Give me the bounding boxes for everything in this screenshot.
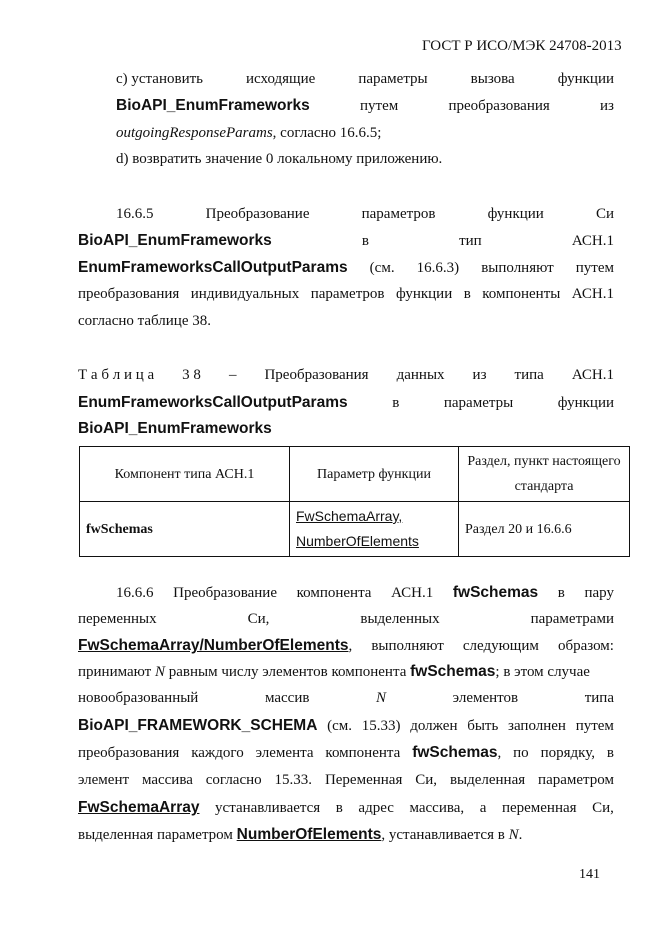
word: параметры (358, 71, 428, 87)
word: параметрами (530, 611, 614, 627)
word: компонента (296, 585, 372, 601)
word: Си, (592, 800, 614, 816)
word: порядку, (540, 745, 595, 761)
page-number: 141 (579, 867, 600, 882)
sec-1666-line-1 (116, 584, 614, 602)
sec-1665-line-5: согласно таблице 38. (78, 313, 211, 329)
var-n: N (508, 827, 519, 843)
word: (см. (369, 260, 395, 276)
word: параметры (443, 395, 514, 411)
type-name: BioAPI_FRAMEWORK_SCHEMA (78, 717, 318, 734)
word: Преобразование (205, 206, 310, 222)
sec-1666-line-7 (78, 744, 614, 762)
type-name: EnumFrameworksCallOutputParams (78, 259, 348, 276)
table-caption-line-3: BioAPI_EnumFrameworks (78, 420, 272, 437)
word: компоненты (482, 286, 561, 302)
table-caption-line-1 (78, 367, 614, 384)
word: с) установить (116, 71, 203, 87)
header-section: Раздел, пункт настоящего стандарта (459, 447, 630, 502)
word: выделенных (360, 611, 440, 627)
word: массива, (409, 800, 465, 816)
word: АСН.1 (571, 367, 614, 383)
var-n: N (376, 690, 387, 706)
word: элементов (452, 690, 519, 706)
sec-1666-line-4 (78, 663, 590, 681)
comma: , (497, 745, 502, 761)
text: , согласно 16.6.5; (272, 125, 382, 141)
param-fwschemaarray: FwSchemaArray (78, 799, 200, 816)
word: элемент (78, 772, 130, 788)
word: 15.33. (274, 772, 313, 788)
text: принимают (78, 664, 155, 680)
word: преобразования (78, 286, 180, 302)
word: функции (557, 395, 614, 411)
word: каждого (191, 745, 244, 761)
word: по (513, 745, 529, 761)
word: Преобразования (264, 367, 369, 383)
word: из (600, 98, 614, 114)
table-38 (79, 446, 630, 557)
word: в (463, 286, 471, 302)
dash: – (228, 367, 237, 383)
period: . (518, 827, 523, 843)
word: массива (141, 772, 193, 788)
word: образом: (557, 638, 614, 654)
word: вызова (470, 71, 515, 87)
cell-section: Раздел 20 и 16.6.6 (459, 502, 630, 557)
word: согласно (205, 772, 262, 788)
word: должен (410, 718, 458, 734)
word: адрес (358, 800, 394, 816)
word: выполняют (371, 638, 444, 654)
param-name: outgoingResponseParams (116, 125, 273, 141)
running-header: ГОСТ Р ИСО/МЭК 24708-2013 (422, 38, 622, 54)
word: выполняют (481, 260, 554, 276)
word: элемента (255, 745, 314, 761)
word: типа (584, 690, 614, 706)
section-number: 16.6.5 (116, 206, 154, 222)
sec-1665-line-2 (78, 232, 614, 250)
item-d: d) возвратить значение 0 локальному приложению. (116, 151, 443, 167)
table-caption-line-2 (78, 394, 614, 412)
word: типа (514, 367, 544, 383)
text: равным числу элементов компонента (165, 664, 411, 680)
word: параметром (538, 772, 614, 788)
sec-1666-line-6 (78, 717, 614, 735)
cell-component: fwSchemas (80, 502, 290, 557)
word: выделенная (449, 772, 526, 788)
word: АСН.1 (391, 585, 434, 601)
word: индивидуальных (190, 286, 300, 302)
header-component: Компонент типа АСН.1 (80, 447, 290, 502)
word: переменных (78, 611, 157, 627)
word: путем (575, 260, 614, 276)
sec-1665-line-4 (78, 286, 614, 303)
comma: , (348, 638, 353, 654)
word: в (606, 745, 614, 761)
word: АСН.1 (571, 233, 614, 249)
word: путем (360, 98, 399, 114)
word: Переменная (324, 772, 403, 788)
param-numberofelements: NumberOfElements (296, 533, 419, 549)
word: Си (595, 206, 614, 222)
type-name: EnumFrameworksCallOutputParams (78, 394, 348, 411)
word: заполнен (508, 718, 566, 734)
word: данных (396, 367, 445, 383)
sec-1666-line-3 (78, 637, 614, 655)
word: быть (467, 718, 499, 734)
component-name: fwSchemas (410, 663, 496, 680)
word: Си, (247, 611, 270, 627)
word: 16.6.3) (416, 260, 460, 276)
word: а (479, 800, 487, 816)
text: , устанавливается в (381, 827, 509, 843)
var-n: N (154, 664, 165, 680)
component-name: fwSchemas (452, 584, 539, 601)
table-row (80, 502, 630, 557)
word: путем (575, 718, 614, 734)
sec-1666-line-9 (78, 799, 614, 817)
word: АСН.1 (571, 286, 614, 302)
word: устанавливается (215, 800, 321, 816)
word: новообразованный (78, 690, 199, 706)
function-name: BioAPI_EnumFrameworks (116, 97, 310, 114)
word: функции (487, 206, 544, 222)
word: тип (459, 233, 482, 249)
word: исходящие (246, 71, 316, 87)
word: в (335, 800, 343, 816)
word: параметров (310, 286, 385, 302)
function-name: BioAPI_EnumFrameworks (78, 232, 272, 249)
word: компонента (325, 745, 401, 761)
item-c-line-3 (116, 125, 381, 142)
component-name: fwSchemas (412, 744, 498, 761)
caption-number: 3 8 (182, 367, 201, 383)
item-c-line-1 (116, 71, 614, 88)
word: из (472, 367, 487, 383)
sec-1666-line-5 (78, 690, 614, 707)
text: выделенная параметром (78, 827, 237, 843)
text: ; в этом случае (495, 664, 590, 680)
word: Си, (415, 772, 438, 788)
word: функции (395, 286, 453, 302)
sec-1666-line-2 (78, 611, 614, 628)
word: 15.33) (361, 718, 401, 734)
word: в (361, 233, 369, 249)
word: пару (584, 585, 614, 601)
word: массив (264, 690, 310, 706)
word: преобразования (78, 745, 180, 761)
item-c-line-2 (116, 97, 614, 115)
sec-1665-line-3 (78, 259, 614, 277)
word: Преобразование (173, 585, 277, 601)
word: функции (557, 71, 614, 87)
word: переменная (501, 800, 577, 816)
word: следующим (462, 638, 539, 654)
sec-1665-line-1 (116, 206, 614, 223)
word: преобразования (448, 98, 550, 114)
word: в (392, 395, 400, 411)
cell-parameter (290, 502, 459, 557)
param-pair: FwSchemaArray/NumberOfElements (78, 637, 349, 654)
word: параметров (361, 206, 436, 222)
word: (см. (327, 718, 353, 734)
word: в (557, 585, 565, 601)
param-numberofelements: NumberOfElements (236, 826, 382, 843)
sec-1666-line-8 (78, 772, 614, 789)
section-number: 16.6.6 (116, 585, 154, 601)
header-parameter: Параметр функции (290, 447, 459, 502)
caption-label: Т а б л и ц а (78, 367, 155, 383)
param-fwschemaarray: FwSchemaArray, (296, 508, 403, 524)
sec-1666-line-10 (78, 826, 522, 844)
